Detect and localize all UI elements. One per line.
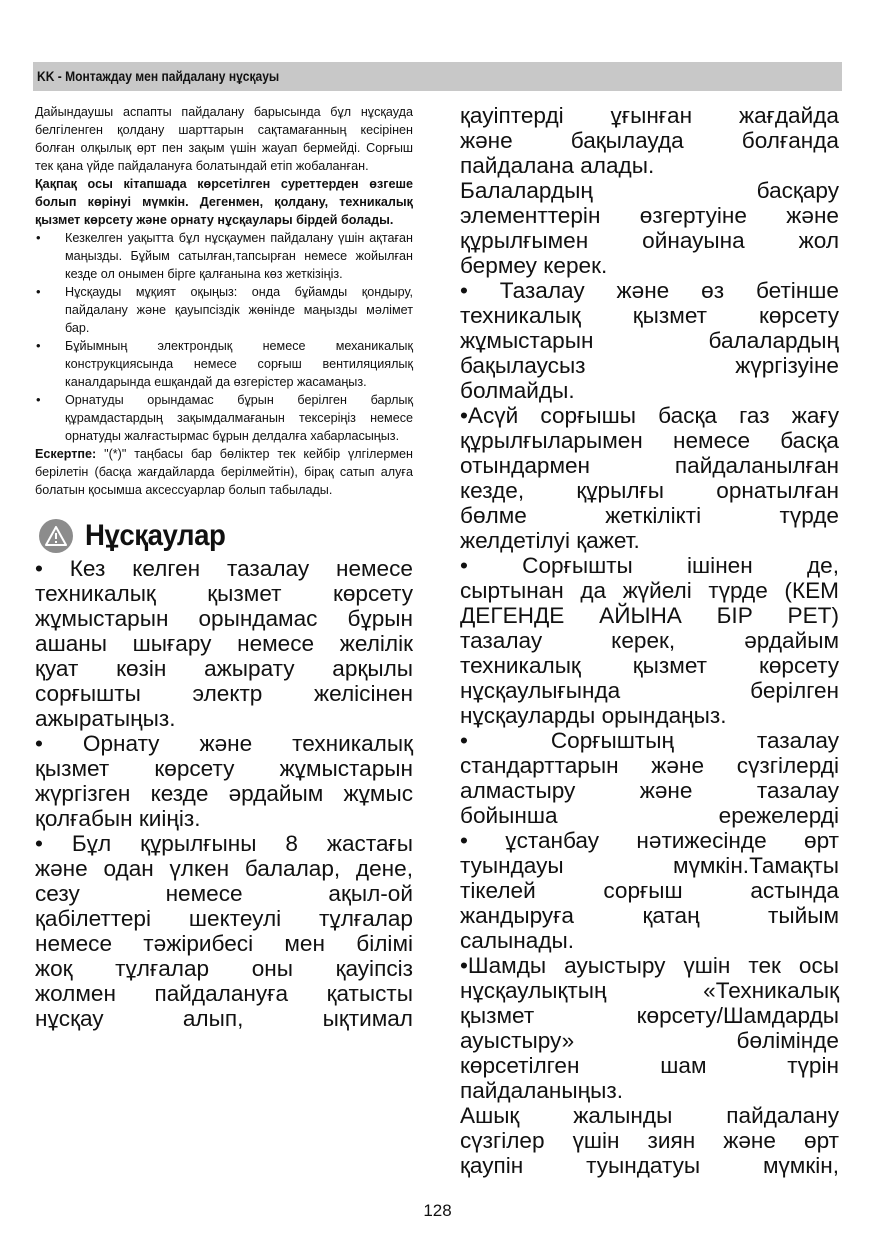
text-line: ашаны шығару немесе желілік <box>35 631 413 656</box>
text-line: алмастыру және тазалау <box>460 778 839 803</box>
text-line: жұмыстарын балалардың <box>460 328 839 353</box>
section-heading <box>35 516 413 556</box>
text-line: бермеу керек. <box>460 253 608 278</box>
text-line: тазалау керек, әрдайым <box>460 628 839 653</box>
text-line: бойынша ережелерді <box>460 803 839 828</box>
page-number: 128 <box>423 1201 452 1220</box>
intro-bold-paragraph: Қақпақ осы кітапшада көрсетілген суреттерден өзгеше болып көрінуі мүмкін. Дегенмен, қолдану, техникалық қызмет көрсету және орнату нұсқаулары бірдей болады. <box>35 177 413 227</box>
text-line: жұмыстарын орындамас бұрын <box>35 606 413 631</box>
text-line: жоқ тұлғалар оны қауіпсіз <box>35 956 413 981</box>
intro-block <box>35 103 413 499</box>
list-item: • Кезкелген уақытта бұл нұсқаумен пайдалану үшін ақтаған маңызды. Бұйым сатылған,тапсырған немесе жойылған кезде ол онымен бірге қалғанына көз жеткізіңіз. <box>35 229 413 283</box>
text-line: болмайды. <box>460 378 575 403</box>
text-line: бөлме жеткілікті түрде <box>460 503 839 528</box>
text-line: ДЕГЕНДЕ АЙЫНА БІР РЕТ) <box>460 603 839 628</box>
section-title: Нұсқаулар <box>85 519 226 552</box>
text-line: элементтерін өзгертуіне және <box>460 203 839 228</box>
text-line: қызмет көрсету жұмыстарын <box>35 756 413 781</box>
text-line: қызмет көрсету/Шамдарды <box>460 1003 839 1028</box>
intro-paragraph: Дайындаушы аспапты пайдалану барысында бұл нұсқауда белгіленген қолдану шарттарын сақтамағанның кесірінен болған олқылық өрт пен зақым үшін жауап бермейді. Сорғыш тек қана үйде пайдалануға болатындай етіп жобаланған. <box>35 105 413 173</box>
text-line: • Кез келген тазалау немесе <box>35 556 413 581</box>
text-line: техникалық қызмет көрсету <box>35 581 413 606</box>
text-line: сезу немесе ақыл-ой <box>35 881 413 906</box>
right-column <box>460 103 839 1178</box>
text-line: • Сорғышты ішінен де, <box>460 553 839 578</box>
list-item: • Бұйымның электрондық немесе механикалық конструкциясында немесе сорғыш вентиляциялық каналдарында ешқандай да өзгерістер жасамаңыз. <box>35 337 413 391</box>
text-line: • Орнату және техникалық <box>35 731 413 756</box>
text-line: құрылғыларымен немесе басқа <box>460 428 839 453</box>
text-line: стандарттарын және сүзгілерді <box>460 753 839 778</box>
text-line: кезде, құрылғы орнатылған <box>460 478 839 503</box>
text-line: жүргізген кезде әрдайым жұмыс <box>35 781 413 806</box>
text-line: отындармен пайдаланылған <box>460 453 839 478</box>
document-header <box>33 62 842 91</box>
text-line: сүзгілер үшін зиян және өрт <box>460 1128 839 1153</box>
text-line: көрсетілген шам түрін <box>460 1053 839 1078</box>
text-line: техникалық қызмет көрсету <box>460 303 839 328</box>
left-column <box>35 103 413 1031</box>
warning-icon <box>39 519 73 553</box>
text-line: және бақылауда болғанда <box>460 128 839 153</box>
text-line: тікелей сорғыш астында <box>460 878 839 903</box>
text-line: сыртынан да жүйелі түрде (КЕМ <box>460 578 839 603</box>
text-line: • Бұл құрылғыны 8 жастағы <box>35 831 413 856</box>
text-line: желдетілуі қажет. <box>460 528 640 553</box>
text-line: • ұстанбау нәтижесінде өрт <box>460 828 839 853</box>
text-line: техникалық қызмет көрсету <box>460 653 839 678</box>
list-item: • Орнатуды орындамас бұрын берілген барлық құрамдастардың зақымдалмағанын тексеріңіз немесе орнатуды жалғастырмас бұрын делдалға хабарласыңыз. <box>35 391 413 445</box>
right-instructions <box>460 103 839 1178</box>
text-line: нұсқаулығында берілген <box>460 678 839 703</box>
text-line: сорғышты электр желісінен <box>35 681 413 706</box>
text-line: қаупін туындатуы мүмкін, <box>460 1153 839 1178</box>
text-line: қабілеттері шектеулі тұлғалар <box>35 906 413 931</box>
text-line: нұсқаулықтың «Техникалық <box>460 978 839 1003</box>
text-line: нұсқау алып, ықтимал <box>35 1006 413 1031</box>
text-line: •Асүй сорғышы басқа газ жағу <box>460 403 839 428</box>
text-line: жандыруға қатаң тыйым <box>460 903 839 928</box>
text-line: ауыстыру» бөлімінде <box>460 1028 839 1053</box>
text-line: ажыратыңыз. <box>35 706 176 731</box>
list-item: • Нұсқауды мұқият оқыңыз: онда бұйамды қондыру, пайдалану және қауыпсіздік жөнінде маңызды мәлімет бар. <box>35 283 413 337</box>
text-line: жолмен пайдалануға қатысты <box>35 981 413 1006</box>
text-line: бақылаусыз жүргізуіне <box>460 353 839 378</box>
note-label: Ескертпе: <box>35 447 97 461</box>
intro-bullet-list <box>35 229 413 445</box>
text-line: нұсқауларды орындаңыз. <box>460 703 727 728</box>
text-line: қауіптерді ұғынған жағдайда <box>460 103 839 128</box>
left-instructions <box>35 556 413 1031</box>
text-line: Балалардың басқару <box>460 178 839 203</box>
text-line: қолғабын киіңіз. <box>35 806 201 831</box>
text-line: пайдаланыңыз. <box>460 1078 623 1103</box>
text-line: салынады. <box>460 928 575 953</box>
text-line: • Сорғыштың тазалау <box>460 728 839 753</box>
text-line: қуат көзін ажырату арқылы <box>35 656 413 681</box>
text-line: немесе тәжірибесі мен білімі <box>35 931 413 956</box>
text-line: • Тазалау және өз бетінше <box>460 278 839 303</box>
text-line: •Шамды ауыстыру үшін тек осы <box>460 953 839 978</box>
note-paragraph <box>35 445 413 499</box>
text-line: және одан үлкен балалар, дене, <box>35 856 413 881</box>
note-text: "(*)" таңбасы бар бөліктер тек кейбір үлгілермен берілетін (басқа жағдайларда берілмейтін), бірақ сатып алуға болатын қосымша аксессуарлар болып табылады. <box>35 447 413 497</box>
text-line: құрылғымен ойнауына жол <box>460 228 839 253</box>
text-line: пайдалана алады. <box>460 153 655 178</box>
document-header-title: KK - Монтаждау мен пайдалану нұсқауы <box>37 68 280 84</box>
text-line: Ашық жалынды пайдалану <box>460 1103 839 1128</box>
text-line: туындауы мүмкін.Тамақты <box>460 853 839 878</box>
